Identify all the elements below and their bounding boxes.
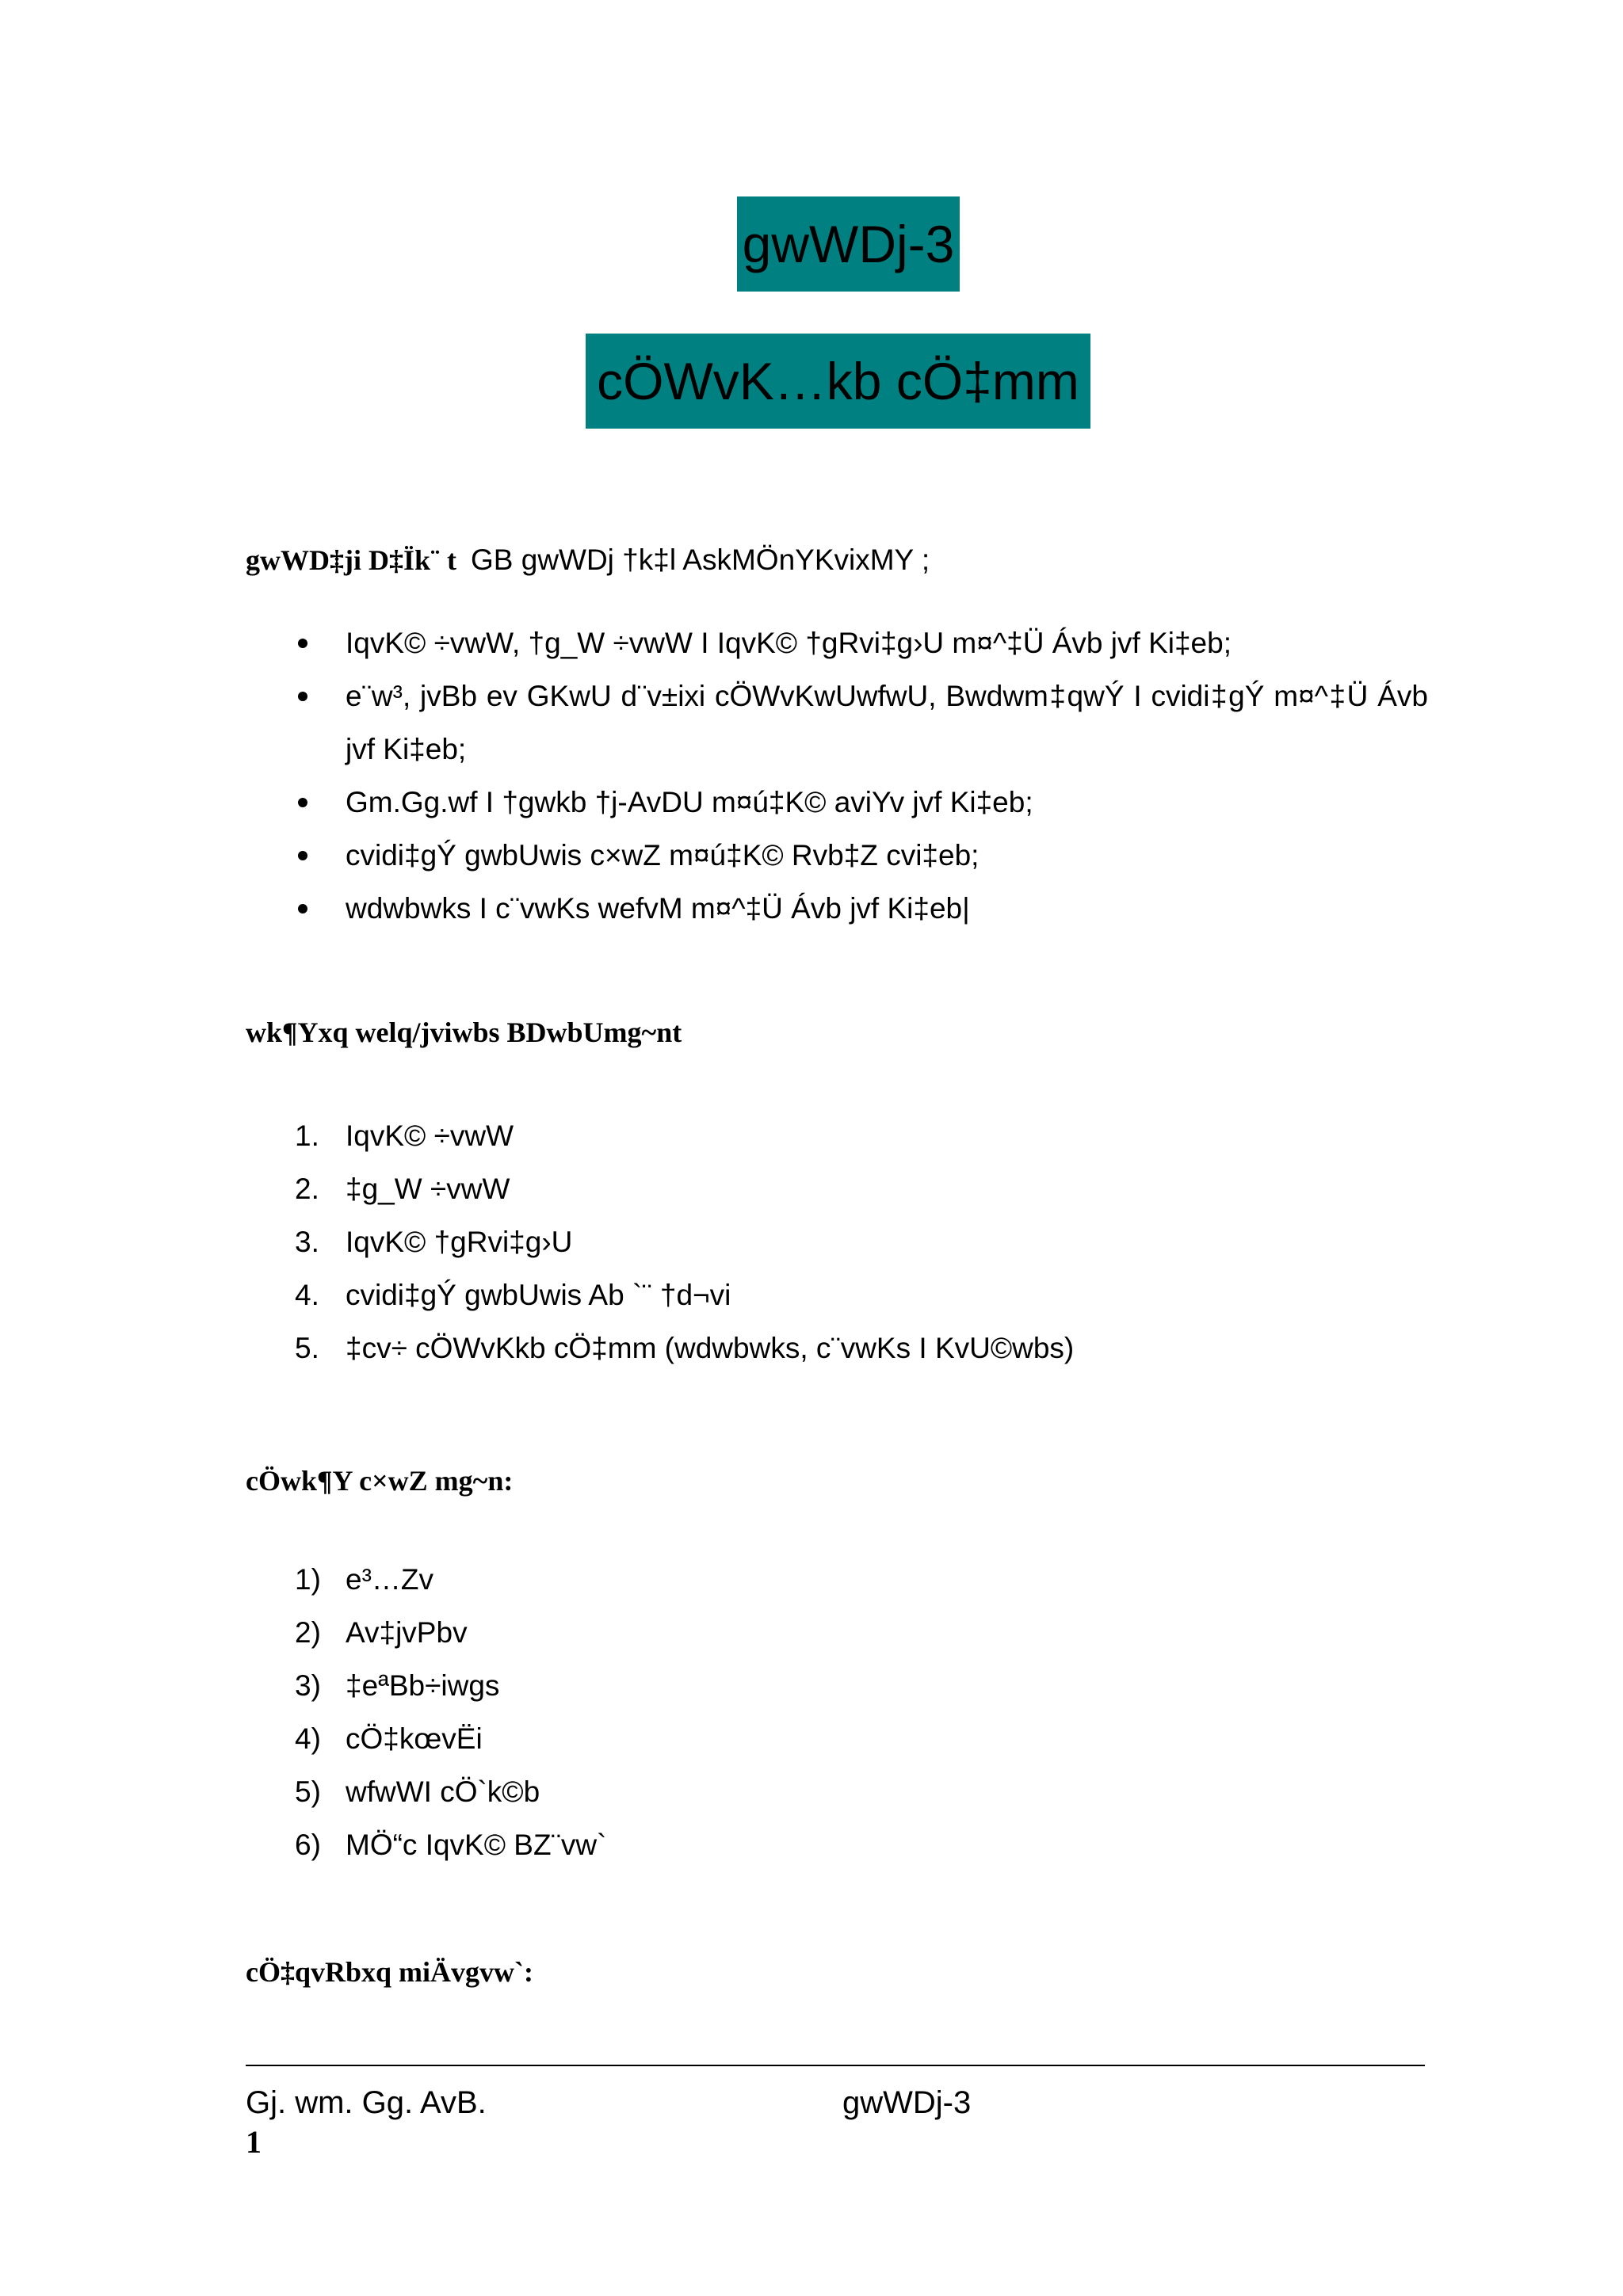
learning-units-heading: wk¶Yxq welq/jviwbs BDwbUmg~nt xyxy=(246,1016,682,1048)
learning-units-list xyxy=(295,1109,1074,1375)
footer-org: Gj. wm. Gg. AvB. xyxy=(246,2085,487,2120)
objectives-heading xyxy=(246,543,930,577)
list-item: cvidi‡gÝ gwbUwis c×wZ m¤ú‡K© Rvb‡Z cvi‡eb; xyxy=(295,829,1428,882)
list-item: 1. IqvK© ÷vwW xyxy=(295,1119,514,1152)
required-materials-heading: cÖ‡qvRbxq miÄvgvw`: xyxy=(246,1956,534,1988)
footer-divider xyxy=(246,2065,1425,2066)
list-item: 3. IqvK© †gRvi‡g›U xyxy=(295,1226,573,1258)
list-item: 5) wfwWI cÖ`k©b xyxy=(295,1775,540,1808)
list-item: 4. cvidi‡gÝ gwbUwis Ab `¨ †d¬vi xyxy=(295,1279,731,1311)
training-methods-heading: cÖwk¶Y c×wZ mg~n: xyxy=(246,1465,514,1497)
training-methods-list xyxy=(295,1553,606,1871)
list-item: 5. ‡cv÷ cÖWvKkb cÖ‡mm (wdwbwks, c¨vwKs I KvU©wbs) xyxy=(295,1332,1075,1364)
list-item: 4) cÖ‡kœvËi xyxy=(295,1722,483,1755)
list-item: 2. ‡g_W ÷vwW xyxy=(295,1173,510,1205)
module-subtitle: cÖWvK…kb cÖ‡mm xyxy=(586,334,1090,429)
objectives-heading-label: gwWD‡ji D‡Ïk¨ t xyxy=(246,544,456,576)
list-item: Gm.Gg.wf I †gwkb †j-AvDU m¤ú‡K© aviYv jvf Ki‡eb; xyxy=(295,776,1428,829)
list-item: 6) MÖ“c IqvK© BZ¨vw` xyxy=(295,1829,607,1861)
list-item: wdwbwks I c¨vwKs wefvM m¤^‡Ü Ávb jvf Ki‡eb| xyxy=(295,882,1428,935)
objectives-list xyxy=(295,616,1428,935)
page-number: 1 xyxy=(246,2124,262,2160)
module-title: gwWDj-3 xyxy=(737,196,960,292)
list-item: 2) Av‡jvPbv xyxy=(295,1616,468,1649)
list-item: IqvK© ÷vwW, †g_W ÷vwW I IqvK© †gRvi‡g›U m¤^‡Ü Ávb jvf Ki‡eb; xyxy=(295,616,1428,669)
list-item: 3) ‡eªBb÷iwgs xyxy=(295,1669,500,1702)
objectives-lead: GB gwWDj †k‡l AskMÖnYKvixMY ; xyxy=(471,543,930,576)
list-item: 1) e³…Zv xyxy=(295,1563,433,1596)
list-item: e¨w³, jvBb ev GKwU d¨v±ixi cÖWvKwUwfwU, Bwdwm‡qwÝ I cvidi‡gÝ m¤^‡Ü Ávb jvf Ki‡eb; xyxy=(295,669,1428,776)
footer-module: gwWDj-3 xyxy=(842,2085,972,2120)
